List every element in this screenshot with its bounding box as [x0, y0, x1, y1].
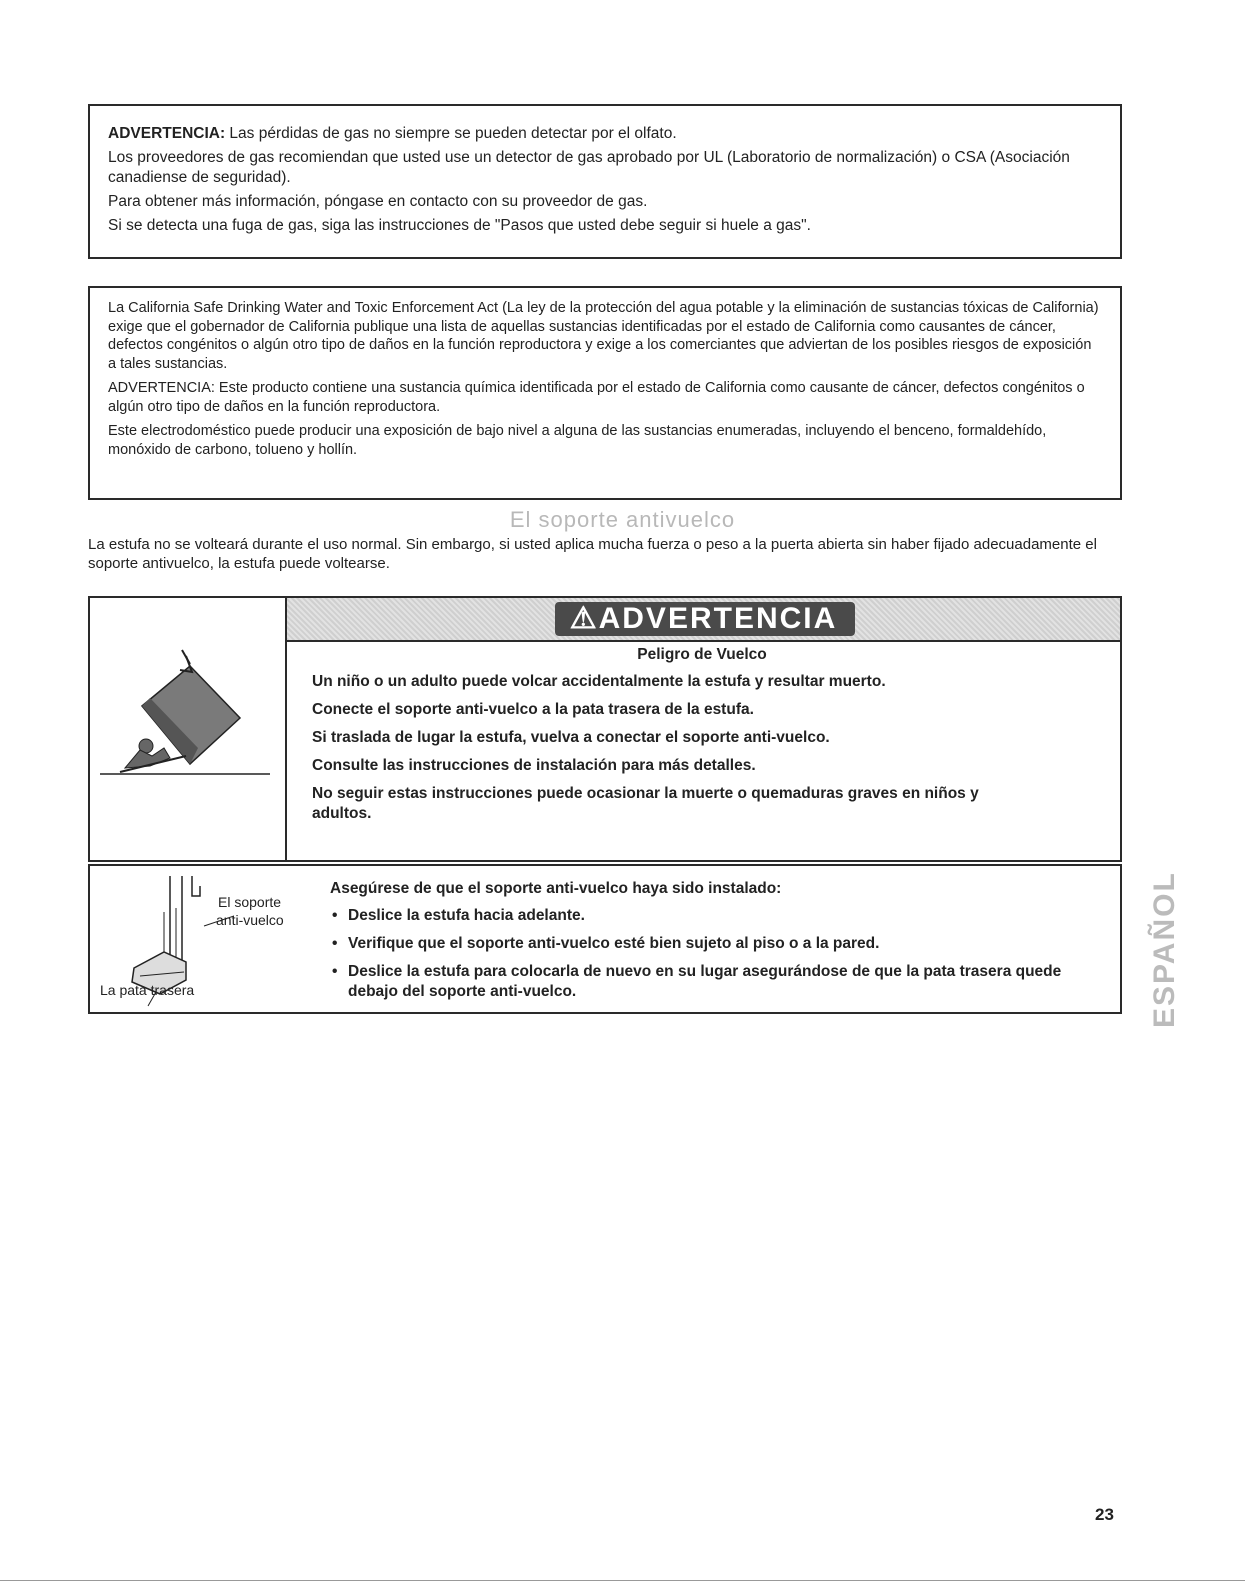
section-title: El soporte antivuelco — [509, 507, 736, 532]
language-side-tab: ESPAÑOL — [1148, 871, 1181, 1029]
california-paragraph-1: La California Safe Drinking Water and Toxic Enforcement Act (La ley de la protección del agua potable y la eliminación de sustancias tóxicas de California) exige que el gobernador de California publique una lista de aquellas sustancias identificadas por el estado de California como causantes de cáncer, defectos congénitos o algún otro tipo de daños en la función reproductora y exige a los comerciantes que adviertan de los posibles riesgos de exposición a tales sustancias. — [108, 300, 1099, 372]
gas-warning-line-1: ADVERTENCIA: Las pérdidas de gas no siempre se pueden detectar por el olfato. — [108, 125, 677, 142]
bottom-divider — [0, 1580, 1245, 1581]
install-bullet-list — [330, 906, 1110, 1002]
warning-line: Un niño o un adulto puede volcar accidentalmente la estufa y resultar muerto. — [312, 673, 886, 690]
tip-over-illustration — [90, 598, 283, 860]
warning-body — [312, 646, 1092, 832]
warning-line: Si traslada de lugar la estufa, vuelva a conectar el soporte anti-vuelco. — [312, 729, 830, 746]
bracket-label: El soporte — [218, 894, 282, 910]
warning-line: Consulte las instrucciones de instalación para más detalles. — [312, 757, 756, 774]
gas-warning-box — [88, 104, 1122, 259]
warning-line: No seguir estas instrucciones puede ocasionar la muerte o quemaduras graves en niños y adultos. — [312, 785, 979, 822]
rear-leg-label: La pata trasera — [100, 982, 195, 998]
intro-paragraph: La estufa no se volteará durante el uso normal. Sin embargo, si usted aplica mucha fuerza o peso a la puerta abierta sin haber fijado adecuadamente el soporte antivuelco, la estufa puede voltearse. — [88, 536, 1097, 572]
warning-line: Conecte el soporte anti-vuelco a la pata trasera de la estufa. — [312, 701, 754, 718]
bracket-label: anti-vuelco — [216, 912, 284, 928]
install-bullet: • Verifique que el soporte anti-vuelco esté bien sujeto al piso o a la pared. — [348, 934, 1110, 954]
california-paragraph-2: ADVERTENCIA: Este producto contiene una sustancia química identificada por el estado de California como causante de cáncer, defectos congénitos o algún otro tipo de daños en la función reproductora. — [108, 380, 1085, 415]
page-number: 23 — [1095, 1505, 1114, 1524]
california-notice-box — [88, 286, 1122, 500]
gas-warning-line-4: Si se detecta una fuga de gas, siga las instrucciones de "Pasos que usted debe seguir si huele a gas". — [108, 217, 811, 234]
tip-over-illustration-cell — [90, 598, 287, 860]
install-heading: Asegúrese de que el soporte anti-vuelco haya sido instalado: — [330, 880, 782, 897]
warning-header — [287, 598, 1120, 642]
gas-warning-label: ADVERTENCIA: — [108, 125, 226, 142]
california-paragraph-3: Este electrodoméstico puede producir una exposición de bajo nivel a alguna de las sustancias enumeradas, incluyendo el benceno, formaldehído, monóxido de carbono, tolueno y hollín. — [108, 423, 1047, 458]
gas-warning-line-3: Para obtener más información, póngase en contacto con su proveedor de gas. — [108, 193, 648, 210]
install-bullet: • Deslice la estufa para colocarla de nuevo en su lugar asegurándose de que la pata trasera quede debajo del soporte anti-vuelco. — [348, 962, 1110, 1002]
warning-header-label: ⚠ADVERTENCIA — [569, 602, 838, 635]
install-instructions — [330, 880, 1110, 1010]
gas-warning-line-2: Los proveedores de gas recomiendan que usted use un detector de gas aprobado por UL (Laboratorio de normalización) o CSA (Asociación canadiense de seguridad). — [108, 149, 1070, 186]
install-check-box — [88, 864, 1122, 1014]
warning-title: Peligro de Vuelco — [637, 646, 767, 663]
install-bullet: • Deslice la estufa hacia adelante. — [348, 906, 1110, 926]
tip-over-warning-box — [88, 596, 1122, 862]
